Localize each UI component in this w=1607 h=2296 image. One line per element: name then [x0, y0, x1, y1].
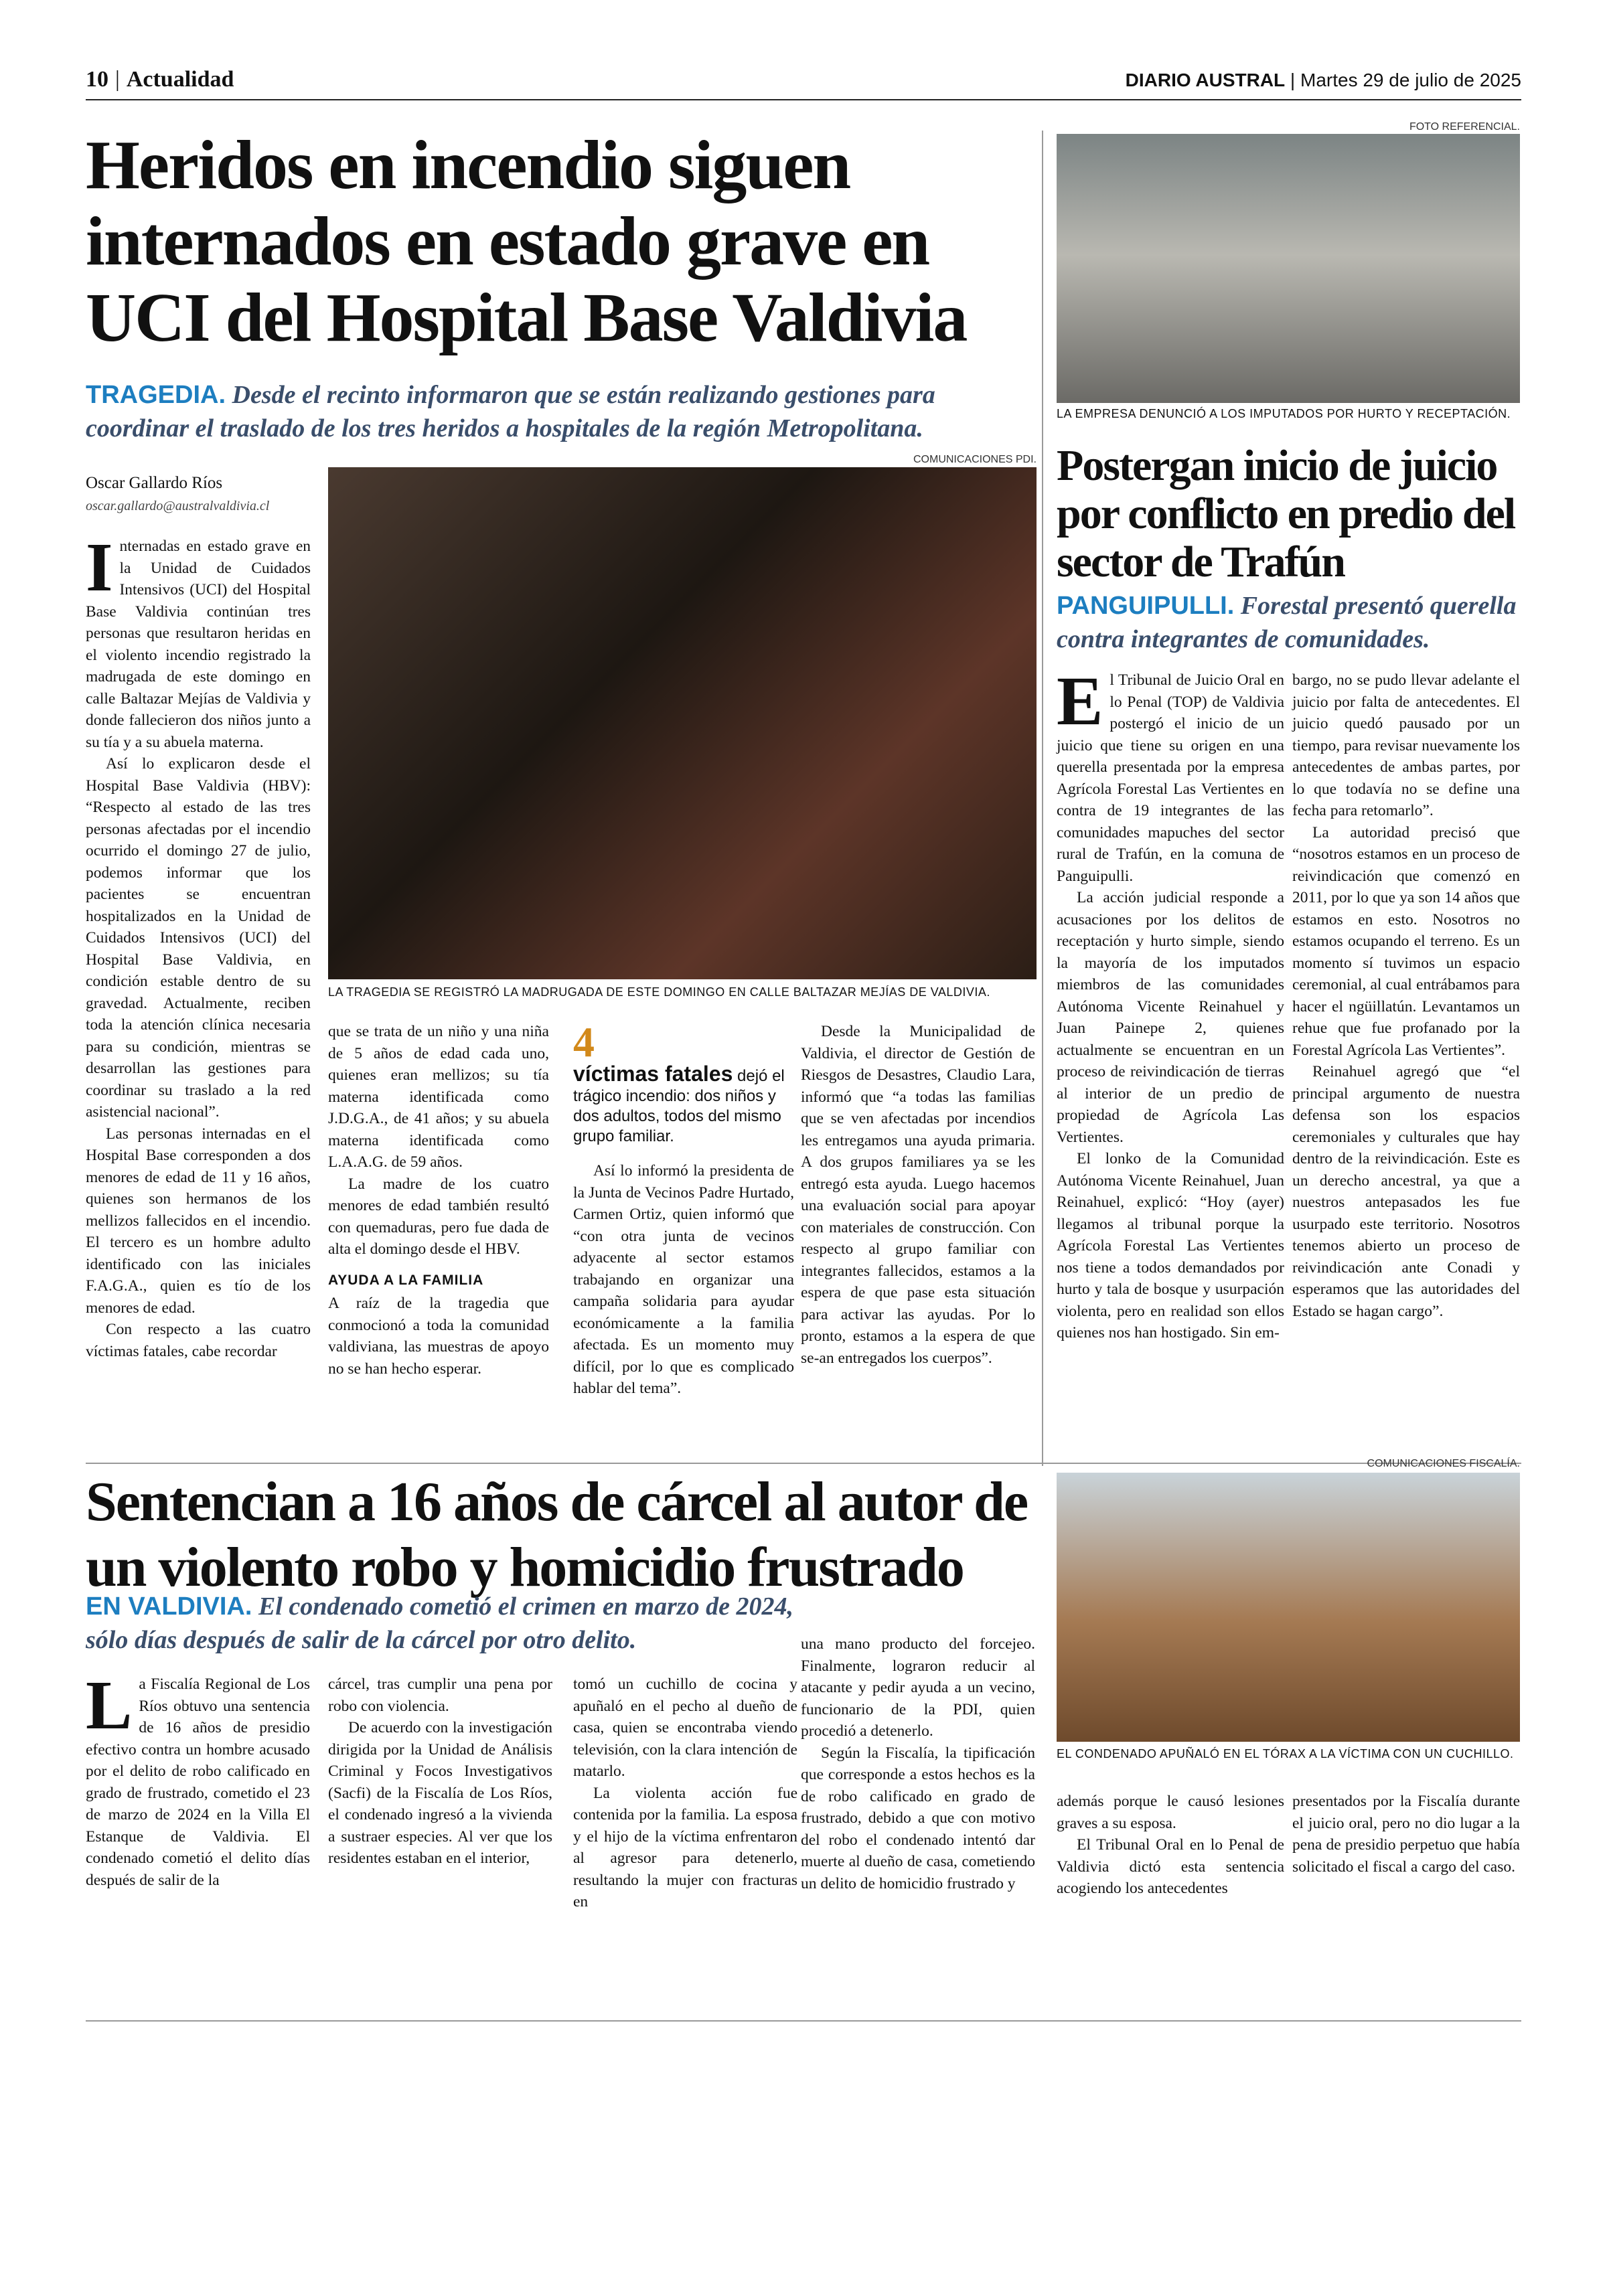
subheading: AYUDA A LA FAMILIA	[328, 1272, 484, 1288]
paragraph: bargo, no se pudo llevar adelante el juicio por falta de antecedentes. El juicio quedó pausado por un tiempo, para revisar nuevamente los antecedentes de ambas partes, por lo que todavía no se define una fecha para retomarlo”.	[1292, 671, 1520, 819]
paragraph: A raíz de la tragedia que conmocionó a toda la comunidad valdiviana, las muestras de apoyo no se han hecho esperar.	[328, 1295, 549, 1378]
article1-column-2	[328, 1021, 549, 1380]
article1-tag: TRAGEDIA.	[86, 381, 226, 409]
article3-column-2	[328, 1673, 552, 1870]
paragraph: nternadas en estado grave en la Unidad de Cuidados Intensivos (UCI) del Hospital Base Valdivia continúan tres personas que resultaron heridas en el violento incendio registrado la madrugada de este domingo en calle Baltazar Mejías de Valdivia y donde fallecieron dos niños junto a su tía y a su abuela materna.	[86, 538, 311, 751]
paragraph: presentados por la Fiscalía durante el juicio oral, pero no dio lugar a la pena de presidio perpetuo que había solicitado el fiscal a cargo del caso.	[1292, 1793, 1520, 1876]
article2-photo-caption: LA EMPRESA DENUNCIÓ A LOS IMPUTADOS POR HURTO Y RECEPTACIÓN.	[1057, 407, 1511, 420]
article1-column-3	[573, 1018, 794, 1400]
article1-photo-caption: LA TRAGEDIA SE REGISTRÓ LA MADRUGADA DE ESTE DOMINGO EN CALLE BALTAZAR MEJÍAS DE VALDIVIA.	[328, 985, 990, 999]
article3-tag: EN VALDIVIA.	[86, 1592, 252, 1621]
article3-column-4	[801, 1633, 1035, 1894]
paragraph: que se trata de un niño y una niña de 5 años de edad cada uno, quienes eran mellizos; su tía materna identificada como J.D.G.A., de 41 años; y su abuela materna identificada como L.A.A.G. de 59 años.	[328, 1023, 549, 1171]
courtroom-photo	[1057, 1473, 1520, 1742]
article2-headline: Postergan inicio de juicio por conflicto en predio del sector de Trafún	[1057, 441, 1515, 586]
drop-cap: I	[86, 529, 113, 606]
paragraph: La madre de los cuatro menores de edad también resultó con quemaduras, pero fue dada de alta el domingo desde el HBV.	[328, 1175, 549, 1258]
paragraph: Según la Fiscalía, la tipificación que corresponde a estos hechos es la de robo calificado en grado de frustrado, debido a que con motivo del robo el condenado intentó dar muerte al dueño de casa, cometiendo un delito de homicidio frustrado y	[801, 1744, 1035, 1892]
fire-scene-photo	[328, 467, 1037, 979]
article1-column-1	[86, 529, 311, 1362]
paragraph: La acción judicial responde a acusaciones por los delitos de receptación y hurto simple, siendo la mayoría de los imputados miembros de las comunidades Autónoma Vicente Reinahuel y Juan Painepe 2, quienes actualmente se encuentran en un proceso de reivindicación de tierras al interior de un predio de propiedad de Agrícola Las Vertientes.	[1057, 889, 1284, 1146]
paragraph: La autoridad precisó que “nosotros estamos en un proceso de reivindicación que comenzó en 2011, por lo que ya son 14 años que estamos en esto. Nosotros no estamos ocupando el terreno. Es un momento sí tuvimos un espacio ceremonial, al cual entrábamos para hacer el ngüillatún. Levantamos un rehue que fue profanado por la Forestal Agrícola Las Vertientes”.	[1292, 823, 1520, 1059]
separator: |	[115, 67, 120, 92]
top-rule	[86, 99, 1521, 100]
article1-kicker	[86, 378, 1037, 445]
paragraph: El Tribunal Oral en lo Penal de Valdivia dictó esta sentencia acogiendo los antecedentes	[1057, 1836, 1284, 1897]
article1-column-4	[801, 1021, 1035, 1369]
drop-cap: L	[86, 1667, 133, 1744]
article2-tag: PANGUIPULLI.	[1057, 592, 1235, 620]
article1-kicker-text: Desde el recinto informaron que se están realizando gestiones para coordinar el traslado de los tres heridos a hospitales de la región Metropolitana.	[86, 381, 935, 442]
paragraph: l Tribunal de Juicio Oral en lo Penal (TOP) de Valdivia postergó el inicio de un juicio que tiene su origen en una querella presentada por la empresa Agrícola Forestal Las Vertientes en contra de 19 integrantes de las comunidades mapuches del sector rural de Trafún, en la comuna de Panguipulli.	[1057, 671, 1284, 885]
column-divider	[1042, 131, 1043, 1466]
paragraph: De acuerdo con la investigación dirigida por la Unidad de Análisis Criminal y Focos Investigativos (Sacfi) de la Fiscalía de Los Ríos, el condenado ingresó a la vivienda a sustraer especies. Al ver que los residentes estaban en el interior,	[328, 1719, 552, 1867]
article2-column-1	[1057, 663, 1284, 1344]
article2-kicker	[1057, 589, 1525, 656]
article3-column-3	[573, 1673, 797, 1913]
article3-kicker-text: El condenado cometió el crimen en marzo de 2024, sólo días después de salir de la cárcel por otro delito.	[86, 1592, 793, 1654]
courthouse-photo	[1057, 134, 1520, 403]
paragraph: Así lo explicaron desde el Hospital Base Valdivia (HBV): “Respecto al estado de las tres personas afectadas por el incendio ocurrido el domingo 27 de julio, podemos informar que los pacientes se encuentran hospitalizados en la Unidad de Cuidados Intensivos (UCI) del Hospital Base Valdivia, en condición estable dentro de su gravedad. Actualmente, reciben toda la atención clínica necesaria para su condición, mientras se desarrollan las gestiones para coordinar su traslado a la red asistencial nacional”.	[86, 755, 311, 1121]
stat-description: dejó el trágico incendio: dos niños y dos adultos, todos del mismo grupo familiar.	[573, 1067, 785, 1145]
section-name: Actualidad	[126, 67, 234, 92]
paragraph: tomó un cuchillo de cocina y apuñaló en el pecho al dueño de casa, quien se encontraba viendo televisión, con la clara intención de matarlo.	[573, 1675, 797, 1780]
article3-photo-caption: EL CONDENADO APUÑALÓ EN EL TÓRAX A LA VÍCTIMA CON UN CUCHILLO.	[1057, 1747, 1514, 1760]
stat-text	[573, 1064, 794, 1147]
paragraph: Con respecto a las cuatro víctimas fatales, cabe recordar	[86, 1321, 311, 1360]
article3-photo-credit: COMUNICACIONES FISCALÍA.	[1367, 1458, 1520, 1469]
article2-column-2	[1292, 669, 1520, 1322]
article1-byline: Oscar Gallardo Ríos	[86, 474, 223, 492]
article3-column-1	[86, 1667, 310, 1891]
paragraph: una mano producto del forcejeo. Finalmente, lograron reducir al atacante y pedir ayuda a un vecino, funcionario de la PDI, quien procedió a detenerlo.	[801, 1635, 1035, 1740]
article3-headline: Sentencian a 16 años de cárcel al autor de un violento robo y homicidio frustrado	[86, 1471, 1028, 1598]
article3-kicker	[86, 1590, 822, 1657]
newspaper-name: DIARIO AUSTRAL	[1125, 70, 1286, 90]
stat-label: víctimas fatales	[573, 1062, 733, 1086]
paragraph: a Fiscalía Regional de Los Ríos obtuvo una sentencia de 16 años de presidio efectivo contra un hombre acusado por el delito de robo calificado en grado de frustrado, cometido el 23 de marzo de 2024 en la Villa El Estanque de Valdivia. El condenado cometió el delito días después de salir de la	[86, 1675, 310, 1889]
paragraph: Así lo informó la presidenta de la Junta de Vecinos Padre Hurtado, Carmen Ortiz, quien informó que “con otra junta de vecinos adyacente al sector estamos trabajando en organizar una campaña solidaria para ayudar económicamente a la familia afectada. Es un momento muy difícil, por lo que es complicado hablar del tema”.	[573, 1162, 794, 1397]
masthead-info: DIARIO AUSTRAL | Martes 29 de julio de 2025	[1125, 70, 1521, 90]
article2-kicker-text: Forestal presentó querella contra integrantes de comunidades.	[1057, 592, 1517, 653]
drop-cap: E	[1057, 663, 1103, 740]
paragraph: además porque le causó lesiones graves a su esposa.	[1057, 1793, 1284, 1832]
bottom-rule	[86, 2020, 1521, 2022]
article1-email: oscar.gallardo@australvaldivia.cl	[86, 499, 270, 513]
stat-number: 4	[573, 1018, 595, 1066]
article3-column-5	[1057, 1791, 1284, 1900]
paragraph: Reinahuel agregó que “el principal argumento de nuestra defensa son los espacios ceremoniales y culturales que hay dentro de la reivindicación. Este es un derecho ancestral, ya que a nuestros antepasados les fue usurpado este territorio. Nosotros tenemos abierto un proceso de reivindicación ante Conadi y esperamos que las autoridades del Estado se hagan cargo”.	[1292, 1063, 1520, 1320]
paragraph: El lonko de la Comunidad Autónoma Vicente Reinahuel, Juan Reinahuel, explicó: “Hoy (ayer) llegamos al tribunal porque la Agrícola Forestal Las Vertientes nos tiene a todos demandados por hurto y tala de bosque y usurpación violenta, pero en realidad son ellos quienes nos han hostigado. Sin em-	[1057, 1150, 1284, 1341]
paragraph: Las personas internadas en el Hospital Base corresponden a dos menores de edad de 11 y 16 años, quienes son hermanos de los mellizos fallecidos en el incendio. El tercero es un hombre adulto identificado con las iniciales F.A.G.A., quien es tío de los menores de edad.	[86, 1125, 311, 1317]
article3-column-6	[1292, 1791, 1520, 1878]
paragraph: Desde la Municipalidad de Valdivia, el director de Gestión de Riesgos de Desastres, Claudio Lara, informó que “a todas las familias que se ven afectadas por incendios les entregamos una ayuda primaria. A dos grupos familiares ya se les entregó esta ayuda. Luego hacemos una evaluación social para apoyar con materiales de construcción. Con respecto al grupo familiar con integrantes fallecidos, estamos a la espera de que pase esta situación para activar las ayudas. Por lo pronto, estamos a la espera de que se-an entregados los cuerpos”.	[801, 1023, 1035, 1367]
article1-photo-credit: COMUNICACIONES PDI.	[913, 454, 1037, 465]
page-section-label	[86, 67, 234, 92]
paragraph: La violenta acción fue contenida por la familia. La esposa y el hijo de la víctima enfrentaron al agresor para detenerlo, resultando la mujer con fracturas en	[573, 1784, 797, 1910]
article2-photo-credit: FOTO REFERENCIAL.	[1409, 121, 1520, 133]
issue-date: Martes 29 de julio de 2025	[1300, 70, 1521, 90]
paragraph: cárcel, tras cumplir una pena por robo con violencia.	[328, 1675, 552, 1715]
article1-headline: Heridos en incendio siguen internados en estado grave en UCI del Hospital Base Valdivia	[86, 127, 967, 356]
page-number: 10	[86, 67, 108, 92]
